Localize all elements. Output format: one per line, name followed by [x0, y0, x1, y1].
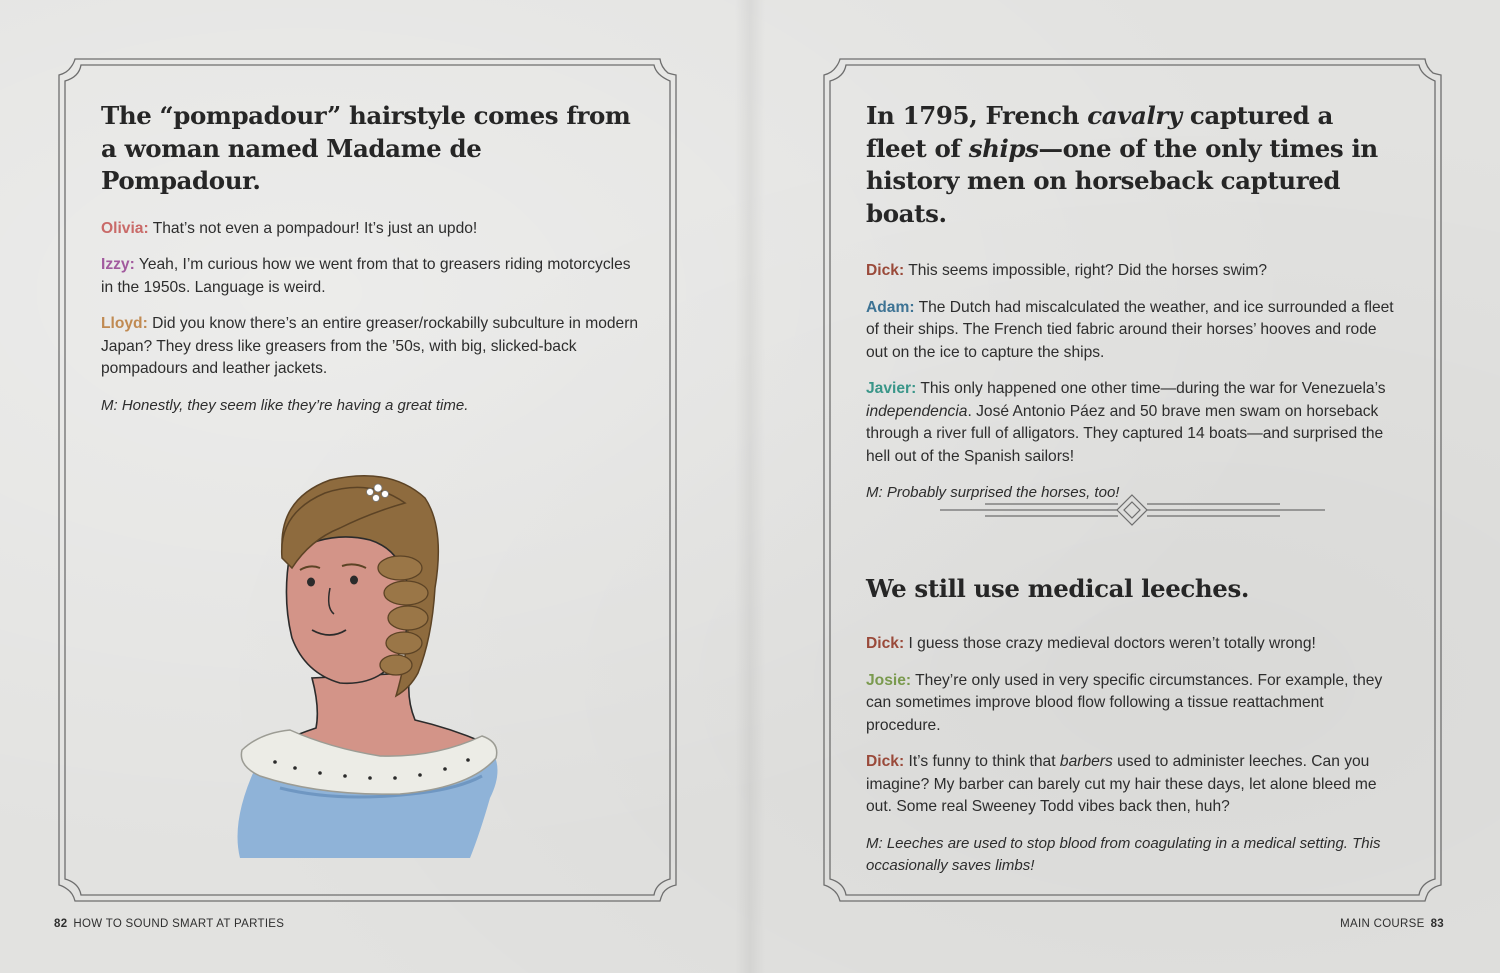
dialogue-text: They’re only used in very specific circumstances. For example, they can sometimes improve blood flow following a tissue reattachment procedure. [866, 671, 1383, 734]
dialogue-line-dick-2 [866, 751, 1401, 819]
running-title: MAIN COURSE [1340, 918, 1425, 930]
dialogue-text: Yeah, I’m curious how we went from that to greasers riding motorcycles in the 1950s. Language is weird. [101, 256, 631, 296]
left-page-content [101, 100, 641, 431]
speaker-olivia: Olivia: [101, 219, 149, 237]
speaker-izzy: Izzy: [101, 256, 135, 273]
speaker-josie: Josie: [866, 671, 912, 689]
moderator-line: M: Leeches are used to stop blood from coagulating in a medical setting. This occasionally saves limbs! [866, 834, 1381, 874]
speaker-dick: Dick: [866, 262, 905, 279]
speaker-adam: Adam: [866, 298, 915, 316]
dialogue-text: I guess those crazy medieval doctors weren’t totally wrong! [908, 635, 1316, 652]
dialogue-text: This seems impossible, right? Did the horses swim? [908, 262, 1267, 279]
right-headline-2: We still use medical leeches. [866, 573, 1250, 603]
dialogue-line-olivia [101, 218, 641, 241]
dialogue-line-dick [866, 633, 1401, 656]
left-headline: The “pompadour” hairstyle comes from a woman named Madame de Pompadour. [101, 101, 631, 195]
dialogue-line-lloyd [101, 313, 641, 381]
book-gutter [735, 0, 765, 973]
speaker-javier: Javier: [866, 380, 917, 397]
dialogue-line-javier [866, 378, 1401, 468]
dialogue-italic: independencia [866, 402, 968, 420]
headline-italic-ships: ships [968, 133, 1039, 163]
moderator-line: M: Honestly, they seem like they’re having a great time. [101, 396, 469, 414]
ornamental-divider [940, 493, 1325, 532]
dialogue-italic: barbers [1059, 753, 1113, 770]
right-headline-1 [866, 100, 1401, 230]
moderator-line: M: Probably surprised the horses, too! [866, 484, 1120, 501]
dialogue-line-izzy [101, 254, 641, 299]
right-page-folio [1340, 918, 1450, 930]
dialogue-text: The Dutch had miscalculated the weather, and ice surrounded a fleet of their ships. The French tied fabric around their horses’ hooves and rode out on the ice to capture the ships. [866, 298, 1394, 361]
dialogue-text: Did you know there’s an entire greaser/rockabilly subculture in modern Japan? They dress like greasers from the ’50s, with big, slicked-back pompadours and leather jackets. [101, 315, 639, 377]
dialogue-text: This only happened one other time—during the war for Venezuela’s [920, 380, 1386, 397]
right-dialogue-2 [866, 633, 1401, 878]
dialogue-text: . José Antonio Páez and 50 brave men swam on horseback through a river full of alligators. They captured 14 boats—and surprised the hell out of the Spanish sailors! [866, 402, 1384, 465]
dialogue-line-adam [866, 297, 1401, 365]
headline-part: In 1795, French [866, 101, 1088, 130]
right-dialogue-1 [866, 260, 1401, 505]
left-page-folio [48, 918, 284, 930]
dialogue-text: used to administer leeches. Can you imagine? My barber can barely cut my hair these days, let alone bleed me out. Some real Sweeney Todd vibes back then, huh? [866, 753, 1377, 815]
left-dialogue [101, 218, 641, 418]
speaker-dick: Dick: [866, 753, 905, 770]
dialogue-text: It’s funny to think that [908, 753, 1060, 770]
running-title: HOW TO SOUND SMART AT PARTIES [73, 918, 285, 930]
page-number: 82 [54, 918, 68, 930]
dialogue-line-dick [866, 260, 1401, 283]
headline-part: —one of the only times in history men on horseback captured boats. [866, 133, 1378, 228]
dialogue-line-josie [866, 670, 1401, 738]
headline-italic-cavalry: cavalry [1087, 101, 1182, 130]
page-number: 83 [1430, 918, 1444, 930]
headline-part: captured a fleet of [866, 101, 1333, 163]
speaker-dick: Dick: [866, 635, 905, 652]
dialogue-text: That’s not even a pompadour! It’s just an updo! [152, 219, 478, 237]
portrait-illustration [220, 458, 550, 863]
speaker-lloyd: Lloyd: [101, 315, 148, 332]
